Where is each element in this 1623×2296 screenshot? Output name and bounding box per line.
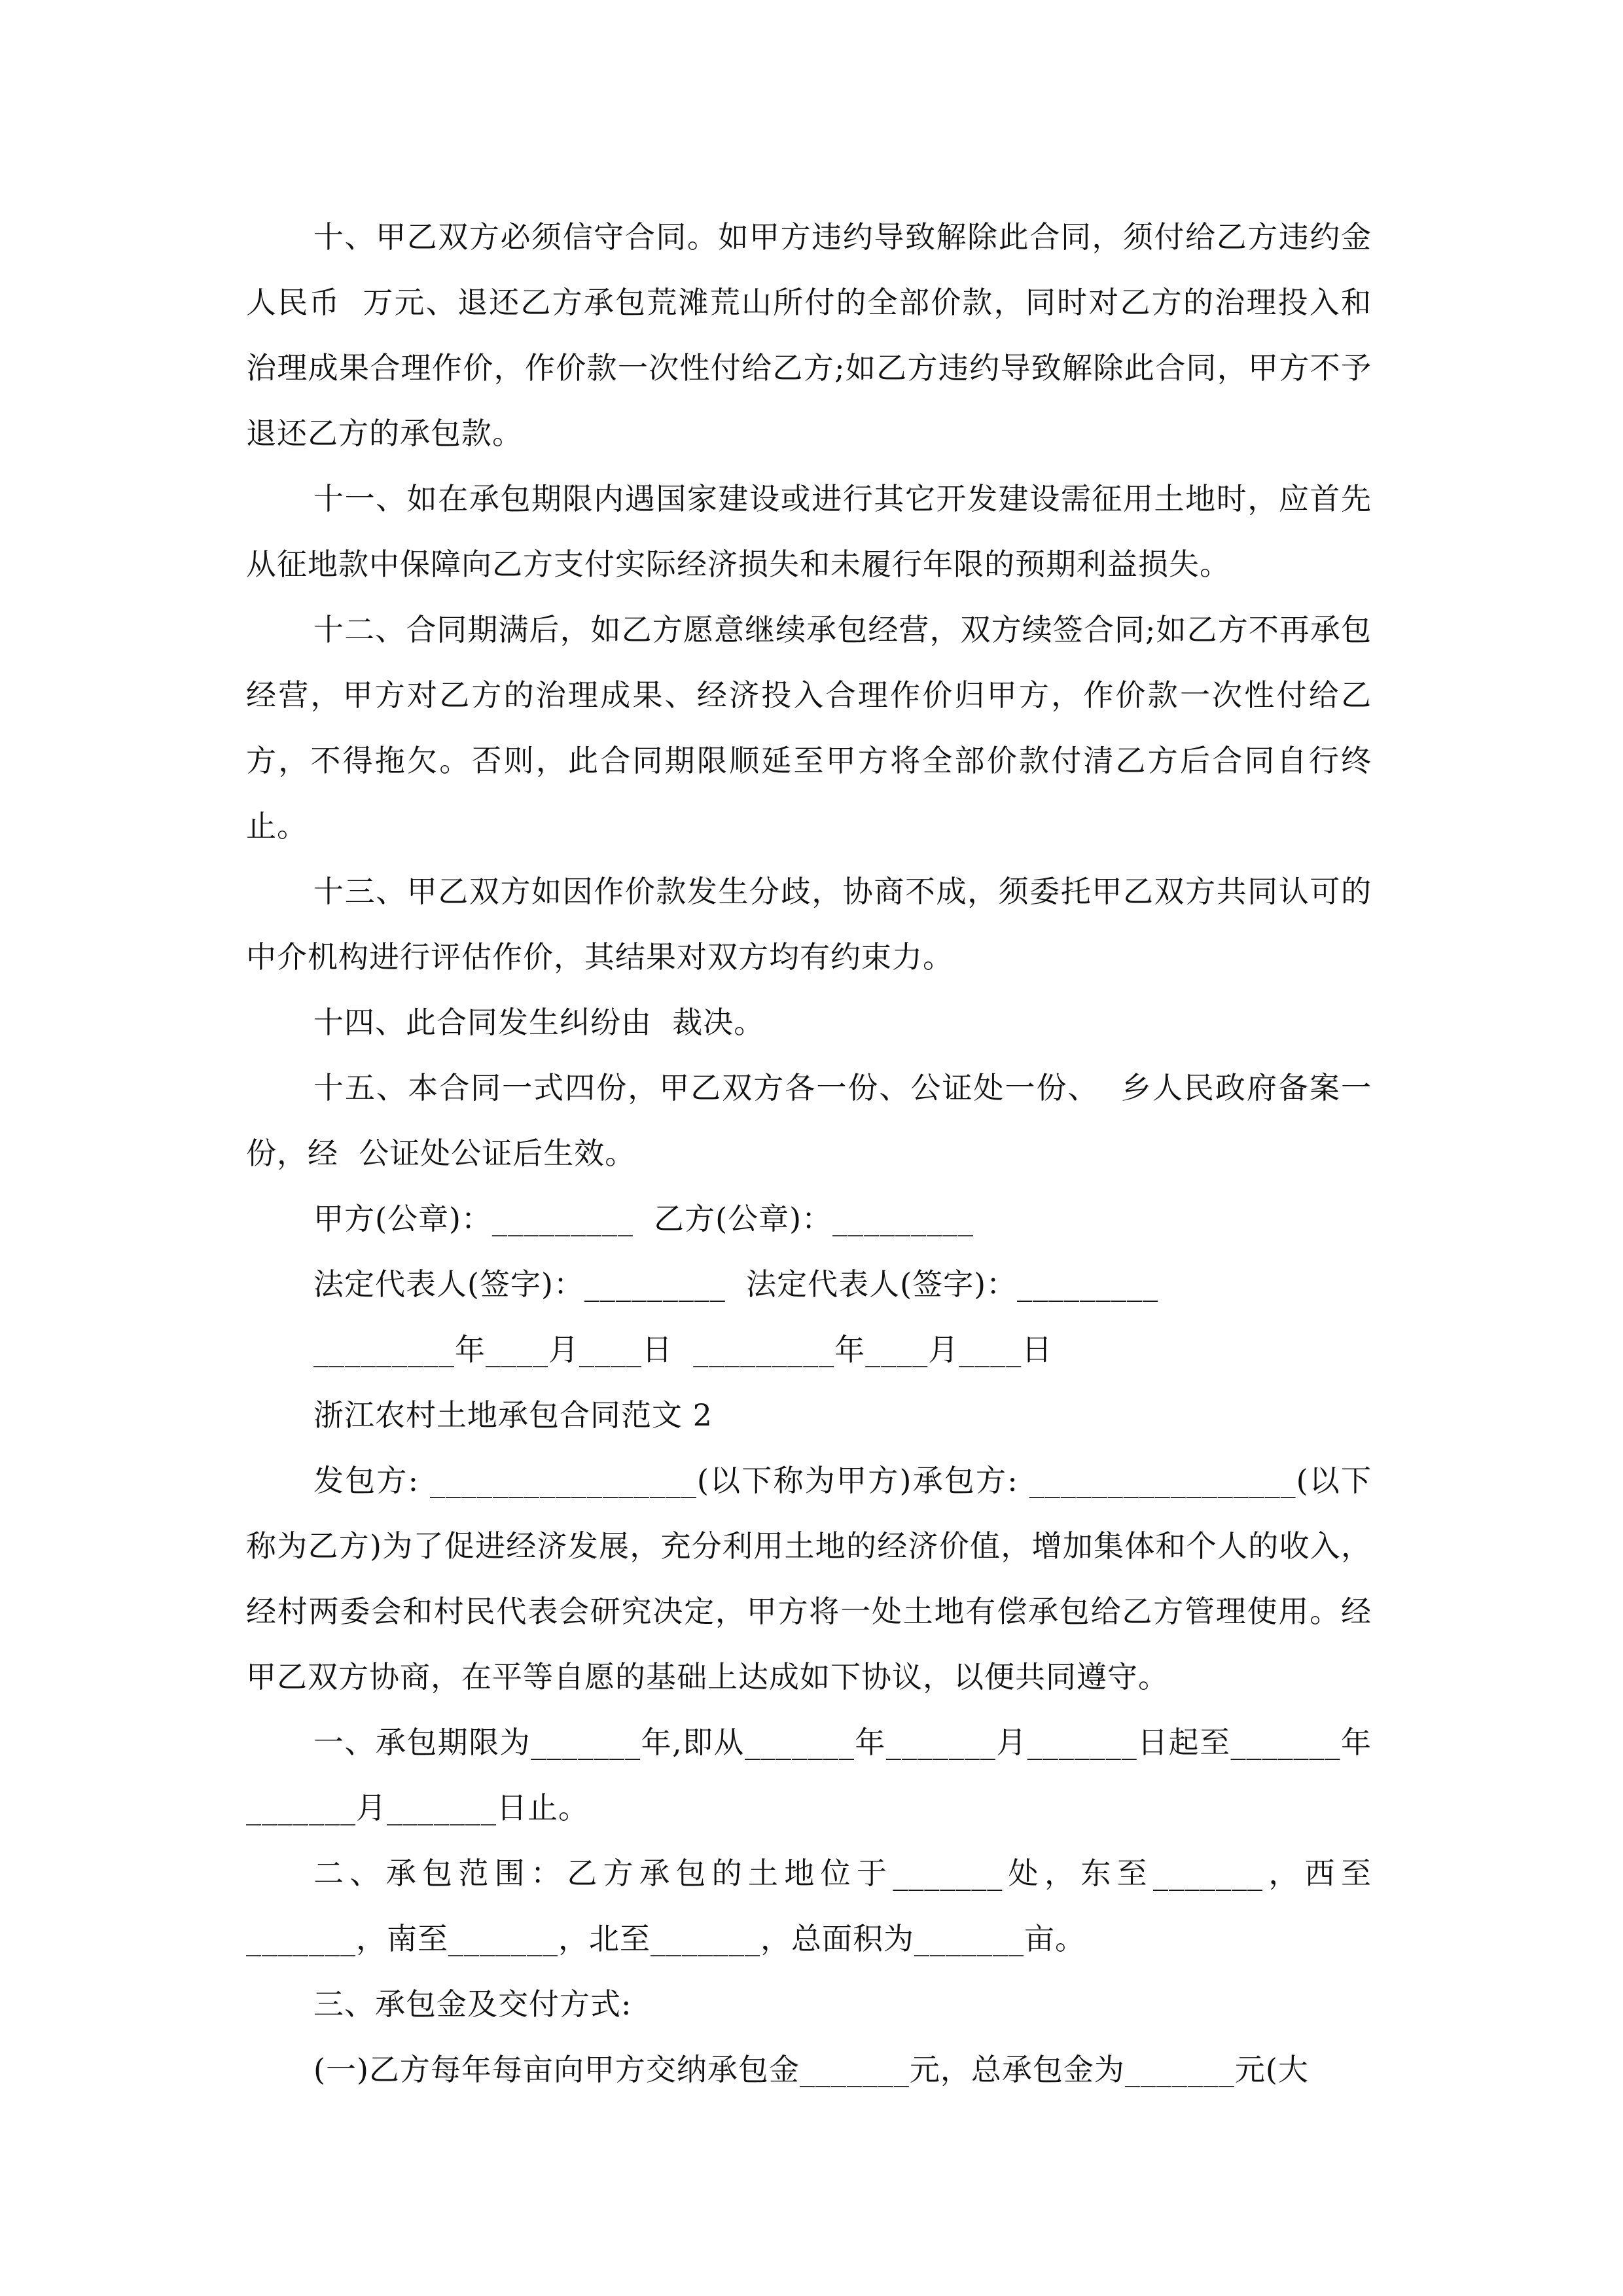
contract2-clause-3-item-1: (一)乙方每年每亩向甲方交纳承包金_______元，总承包金为_______元(大 (313, 2052, 1309, 2087)
clause-13: 十三、甲乙双方如因作价款发生分歧，协商不成，须委托甲乙双方共同认可的中介机构进行评估作价，其结果对双方均有约束力。 (246, 874, 1372, 975)
signature-representative-line: 法定代表人(签字)：_________ 法定代表人(签字)：_________ (313, 1266, 1159, 1302)
section-title: 浙江农村土地承包合同范文 2 (313, 1397, 713, 1433)
document-body (246, 204, 1372, 2102)
clause-15: 十五、本合同一式四份，甲乙双方各一份、公证处一份、 乡人民政府备案一份，经 公证处公证后生效。 (246, 1070, 1372, 1171)
contract2-clause-2: 二、承包范围：乙方承包的土地位于_______处，东至_______，西至_______，南至_______，北至_______，总面积为_______亩。 (246, 1856, 1372, 1956)
signature-seal-line: 甲方(公章)：_________ 乙方(公章)：_________ (313, 1201, 974, 1236)
clause-11: 十一、如在承包期限内遇国家建设或进行其它开发建设需征用土地时，应首先从征地款中保障向乙方支付实际经济损失和未履行年限的预期利益损失。 (246, 481, 1372, 582)
contract2-clause-3-title: 三、承包金及交付方式: (313, 1986, 632, 2022)
contract2-clause-1: 一、承包期限为_______年,即从_______年_______月_______日起至_______年_______月_______日止。 (246, 1725, 1372, 1825)
clause-12: 十二、合同期满后，如乙方愿意继续承包经营，双方续签合同;如乙方不再承包经营，甲方对乙方的治理成果、经济投入合理作价归甲方，作价款一次性付给乙方，不得拖欠。否则，此合同期限顺延至甲方将全部价款付清乙方后合同自行终止。 (246, 612, 1372, 844)
clause-14: 十四、此合同发生纠纷由 裁决。 (313, 1005, 765, 1040)
contract2-preamble: 发包方: _________________(以下称为甲方)承包方: _________________(以下称为乙方)为了促进经济发展，充分利用土地的经济价值，增加集体和个人的收入，经村两委会和村民代表会研究决定，甲方将一处土地有偿承包给乙方管理使用。经甲乙双方协商，在平等自愿的基础上达成如下协议，以便共同遵守。 (246, 1463, 1372, 1695)
clause-10: 十、甲乙双方必须信守合同。如甲方违约导致解除此合同，须付给乙方违约金人民币 万元、退还乙方承包荒滩荒山所付的全部价款，同时对乙方的治理投入和治理成果合理作价，作价款一次性付给乙方;如乙方违约导致解除此合同，甲方不予退还乙方的承包款。 (246, 219, 1372, 451)
signature-date-line: _________年____月____日 _________年____月____日 (313, 1332, 1053, 1367)
